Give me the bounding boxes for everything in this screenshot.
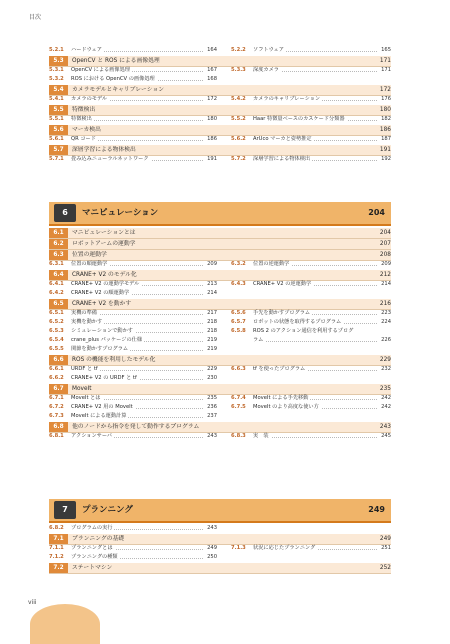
entry-title — [71, 336, 203, 345]
section-band — [68, 125, 391, 135]
section-page: 235 — [379, 386, 391, 392]
entry-number: 6.5.3 — [49, 328, 64, 334]
entry-title — [71, 318, 203, 327]
entry-title-text: カメラのモデル — [71, 96, 108, 102]
section-band — [68, 563, 391, 573]
entry-number: 5.3.3 — [231, 67, 246, 73]
entry-title — [71, 345, 203, 354]
entry-page: 167 — [207, 67, 217, 73]
entry-title — [253, 66, 377, 75]
toc-entry[interactable] — [231, 309, 391, 318]
entry-page: 186 — [207, 136, 217, 142]
entry-page: 242 — [381, 395, 391, 401]
section-title: MoveIt — [72, 386, 92, 392]
entry-page: 250 — [207, 554, 217, 560]
section-title: ステートマシン — [72, 565, 113, 571]
page-number: viii — [28, 599, 37, 606]
section-number: 7.2 — [49, 563, 68, 573]
section-band — [68, 250, 391, 260]
entry-number: 6.7.1 — [49, 395, 64, 401]
chapter-7-banner[interactable] — [49, 499, 391, 523]
toc-entry[interactable] — [231, 394, 391, 403]
entry-number: 5.5.1 — [49, 116, 64, 122]
section-page: 171 — [379, 58, 391, 64]
entry-page: 172 — [207, 96, 217, 102]
section-title: ROS の機能を利用したモデル化 — [72, 357, 156, 363]
entry-number: 6.6.1 — [49, 366, 64, 372]
entry-page: 192 — [381, 156, 391, 162]
entry-title — [71, 394, 203, 403]
chapter-7-icon: 7 — [54, 501, 76, 519]
entry-page: 249 — [207, 545, 217, 551]
entry-title — [71, 365, 203, 374]
entry-title — [71, 289, 203, 298]
section-heading[interactable] — [49, 228, 391, 239]
entry-title-text: 位置の順運動学 — [71, 261, 108, 267]
entry-page: 243 — [207, 433, 217, 439]
toc-entry[interactable] — [49, 345, 217, 354]
entry-page: 171 — [381, 67, 391, 73]
section-number: 6.6 — [49, 355, 68, 365]
entry-title-text: ソフトウェア — [253, 47, 284, 53]
section-page: 191 — [379, 147, 391, 153]
entry-number: 5.7.1 — [49, 156, 64, 162]
entry-number: 6.7.4 — [231, 395, 246, 401]
entry-page: 218 — [207, 328, 217, 334]
section-title: CRANE+ V2 のモデル化 — [72, 272, 137, 278]
section-page: 208 — [379, 252, 391, 258]
entry-number: 6.5.5 — [49, 346, 64, 352]
entry-page: 176 — [381, 96, 391, 102]
entry-title — [253, 365, 377, 374]
entry-title-text: 特徴検出 — [71, 116, 92, 122]
entry-title-text: ラム — [253, 337, 264, 343]
section-band — [68, 105, 391, 115]
toc-entry[interactable] — [231, 327, 391, 336]
entry-title-text: ROS 2 のアクション通信を利用するプログ — [253, 328, 354, 334]
toc-entry[interactable] — [231, 95, 391, 104]
section-title: マニピュレーションとは — [72, 230, 136, 236]
entry-number: 6.6.3 — [231, 366, 246, 372]
section-page: 186 — [379, 127, 391, 133]
entry-page: 218 — [207, 319, 217, 325]
toc-entry[interactable] — [49, 115, 217, 124]
entry-title-text: CRANE+ V2 の運動学モデル — [71, 281, 140, 287]
toc-entry[interactable] — [49, 289, 217, 298]
entry-number: 6.6.2 — [49, 375, 64, 381]
entry-title-text: crane_plus パッケージの仕様 — [71, 337, 143, 343]
entry-title-text: 深層学習による物体検出 — [253, 156, 311, 162]
entry-page: 223 — [381, 310, 391, 316]
toc-entry[interactable] — [49, 365, 217, 374]
entry-title — [253, 115, 377, 124]
section-title: 位置の運動学 — [72, 252, 107, 258]
section-number: 5.3 — [49, 56, 68, 66]
entry-title — [253, 155, 377, 164]
entry-page: 232 — [381, 366, 391, 372]
section-title: 深層学習による物体検出 — [72, 147, 136, 153]
entry-page: 243 — [207, 525, 217, 531]
entry-number: 6.3.2 — [231, 261, 246, 267]
section-page: 180 — [379, 107, 391, 113]
entry-title — [71, 46, 203, 55]
toc-entry[interactable] — [49, 374, 217, 383]
chapter-6-page: 204 — [368, 208, 385, 217]
toc-entry[interactable] — [49, 403, 217, 412]
entry-number: 6.4.3 — [231, 281, 246, 287]
entry-title-text: ハードウェア — [71, 47, 102, 53]
entry-title-text: アクションサーバ — [71, 433, 112, 439]
entry-title — [71, 432, 203, 441]
toc-entry[interactable] — [231, 46, 391, 55]
section-page: 252 — [379, 565, 391, 571]
entry-page: 229 — [207, 366, 217, 372]
section-page: 207 — [379, 241, 391, 247]
entry-number: 6.7.3 — [49, 413, 64, 419]
entry-title-text: OpenCV による画像処理 — [71, 67, 130, 73]
entry-title-text: 状況に応じたプランニング — [253, 545, 316, 551]
toc-entry[interactable] — [49, 553, 217, 562]
entry-title-text: 実機を動かす — [71, 319, 103, 325]
toc-entry[interactable] — [49, 432, 217, 441]
section-title: プランニングの基礎 — [72, 536, 125, 542]
entry-page: 226 — [381, 337, 391, 343]
entry-title-text: 畳み込みニューラルネットワーク — [71, 156, 149, 162]
toc-entry[interactable] — [49, 260, 217, 269]
entry-title-text: QR コード — [71, 136, 96, 142]
toc-entry[interactable] — [231, 403, 391, 412]
entry-title — [253, 260, 377, 269]
toc-entry[interactable] — [49, 544, 217, 553]
entry-title — [71, 309, 203, 318]
entry-title — [253, 432, 377, 441]
entry-page: 191 — [207, 156, 217, 162]
entry-page: 237 — [207, 413, 217, 419]
toc-entry[interactable] — [231, 318, 391, 327]
section-number: 6.7 — [49, 384, 68, 394]
section-title: マーカ検出 — [72, 127, 101, 133]
toc-entry[interactable] — [231, 336, 391, 345]
entry-page: 245 — [381, 433, 391, 439]
entry-title — [71, 280, 203, 289]
chapter-6-banner[interactable] — [49, 202, 391, 226]
toc-entry[interactable] — [231, 155, 391, 164]
entry-number: 6.8.3 — [231, 433, 246, 439]
entry-title — [71, 327, 203, 336]
entry-title — [71, 135, 203, 144]
entry-title-text: MoveIt とは — [71, 395, 101, 401]
entry-page: 219 — [207, 346, 217, 352]
section-page: 243 — [379, 424, 391, 430]
toc-entry[interactable] — [231, 66, 391, 75]
toc-entry[interactable] — [231, 432, 391, 441]
entry-page: 180 — [207, 116, 217, 122]
entry-title-text: 実機の準備 — [71, 310, 97, 316]
entry-number: 6.7.5 — [231, 404, 246, 410]
entry-title — [253, 280, 377, 289]
header-label: 目次 — [29, 14, 42, 21]
entry-title — [253, 309, 377, 318]
entry-title-text: CRANE+ V2 用の MoveIt — [71, 404, 133, 410]
entry-title-text: プランニングの種類 — [71, 554, 118, 560]
entry-page: 242 — [381, 404, 391, 410]
entry-title-text: CRANE+ V2 の URDF と tf — [71, 375, 137, 381]
entry-number: 5.3.2 — [49, 76, 64, 82]
entry-number: 6.3.1 — [49, 261, 64, 267]
page-corner-tab — [30, 604, 100, 644]
entry-title-text: CRANE+ V2 の逆運動学 — [253, 281, 312, 287]
entry-number: 6.8.2 — [49, 525, 64, 531]
entry-title — [71, 544, 203, 553]
entry-title — [253, 95, 377, 104]
entry-title — [71, 374, 203, 383]
entry-title — [71, 155, 203, 164]
entry-number: 5.4.2 — [231, 96, 246, 102]
entry-number: 5.2.1 — [49, 47, 64, 53]
entry-title-text: Haar 特徴量ベースのカスケード分類器 — [253, 116, 345, 122]
entry-title — [71, 403, 203, 412]
entry-title-text: ROS における OpenCV の画像処理 — [71, 76, 155, 82]
entry-title — [71, 75, 203, 84]
entry-page: 164 — [207, 47, 217, 53]
section-page: 229 — [379, 357, 391, 363]
chapter-7-page: 249 — [368, 505, 385, 514]
entry-number: 6.7.2 — [49, 404, 64, 410]
toc-entry[interactable] — [49, 75, 217, 84]
section-number: 5.5 — [49, 105, 68, 115]
entry-page: 217 — [207, 310, 217, 316]
section-number: 7.1 — [49, 534, 68, 544]
entry-title — [253, 544, 377, 553]
section-title: カメラモデルとキャリブレーション — [72, 87, 164, 93]
entry-page: 230 — [207, 375, 217, 381]
entry-number: 6.5.4 — [49, 337, 64, 343]
section-page: 212 — [379, 272, 391, 278]
entry-page: 236 — [207, 404, 217, 410]
entry-number: 6.8.1 — [49, 433, 64, 439]
section-number: 6.5 — [49, 299, 68, 309]
entry-title — [253, 327, 377, 336]
toc-entry[interactable] — [231, 115, 391, 124]
entry-title-text: プランニングとは — [71, 545, 113, 551]
entry-number: 5.3.1 — [49, 67, 64, 73]
toc-entry[interactable] — [231, 365, 391, 374]
section-number: 6.2 — [49, 239, 68, 249]
entry-title-text: tf を使ったプログラム — [253, 366, 306, 372]
entry-page: 235 — [207, 395, 217, 401]
entry-page: 187 — [381, 136, 391, 142]
entry-title — [253, 135, 377, 144]
section-number: 6.4 — [49, 270, 68, 280]
section-number: 5.4 — [49, 85, 68, 95]
entry-number: 5.7.2 — [231, 156, 246, 162]
entry-page: 209 — [207, 261, 217, 267]
entry-number: 6.4.2 — [49, 290, 64, 296]
entry-title-text: シミュレーションで動かす — [71, 328, 133, 334]
section-band — [68, 384, 391, 394]
toc-entry[interactable] — [49, 135, 217, 144]
entry-title-text: ArUco マーカと姿勢推定 — [253, 136, 312, 142]
entry-title — [253, 336, 377, 345]
entry-title-text: MoveIt による運動計算 — [71, 413, 127, 419]
entry-number: 6.5.2 — [49, 319, 64, 325]
section-page: 249 — [379, 536, 391, 542]
entry-page: 168 — [207, 76, 217, 82]
entry-title-text: CRANE+ V2 の順運動学 — [71, 290, 130, 296]
section-title: 特徴検出 — [72, 107, 96, 113]
toc-entry[interactable] — [49, 95, 217, 104]
toc-entry[interactable] — [49, 309, 217, 318]
entry-title — [71, 412, 203, 421]
entry-page: 224 — [381, 319, 391, 325]
toc-entry[interactable] — [49, 66, 217, 75]
entry-number: 7.1.2 — [49, 554, 64, 560]
entry-title-text: カメラのキャリブレーション — [253, 96, 321, 102]
entry-title — [71, 524, 203, 533]
section-number: 6.3 — [49, 250, 68, 260]
entry-title-text: MoveIt のより高度な使い方 — [253, 404, 319, 410]
entry-title — [71, 553, 203, 562]
section-page: 216 — [379, 301, 391, 307]
toc-entry[interactable] — [49, 318, 217, 327]
toc-entry[interactable] — [49, 327, 217, 336]
section-number: 5.7 — [49, 145, 68, 155]
section-title: 他のノードから指令を発して動作するプログラム — [72, 424, 200, 430]
entry-number: 5.2.2 — [231, 47, 246, 53]
entry-number: 5.6.2 — [231, 136, 246, 142]
entry-title-text: 実 装 — [253, 433, 269, 439]
entry-title — [253, 394, 377, 403]
entry-page: 251 — [381, 545, 391, 551]
section-number: 6.1 — [49, 228, 68, 238]
entry-title-text: 深度カメラ — [253, 67, 279, 73]
entry-page: 219 — [207, 337, 217, 343]
entry-number: 5.5.2 — [231, 116, 246, 122]
entry-page: 209 — [381, 261, 391, 267]
toc-entry[interactable] — [49, 336, 217, 345]
entry-title-text: 手先を動かすプログラム — [253, 310, 311, 316]
toc-entry[interactable] — [49, 394, 217, 403]
entry-number: 5.6.1 — [49, 136, 64, 142]
toc-entry[interactable] — [231, 135, 391, 144]
entry-title — [253, 318, 377, 327]
entry-title-text: プログラムの実行 — [71, 525, 113, 531]
entry-title — [253, 403, 377, 412]
entry-number: 6.5.7 — [231, 319, 246, 325]
section-title: CRANE+ V2 を動かす — [72, 301, 132, 307]
entry-page: 182 — [381, 116, 391, 122]
chapter-7-title: プランニング — [82, 505, 133, 515]
entry-title-text: MoveIt による手先移動 — [253, 395, 309, 401]
entry-title — [71, 115, 203, 124]
entry-number: 7.1.3 — [231, 545, 246, 551]
entry-number: 6.4.1 — [49, 281, 64, 287]
entry-number: 6.5.1 — [49, 310, 64, 316]
entry-title — [253, 46, 377, 55]
entry-number: 6.5.6 — [231, 310, 246, 316]
toc-entry[interactable] — [49, 524, 217, 533]
chapter-6-icon: 6 — [54, 204, 76, 222]
entry-title-text: 関節を動かすプログラム — [71, 346, 129, 352]
toc-entry[interactable] — [49, 412, 217, 421]
toc-entry[interactable] — [49, 280, 217, 289]
toc-entry[interactable] — [231, 544, 391, 553]
toc-entry[interactable] — [231, 260, 391, 269]
section-heading[interactable] — [49, 563, 391, 574]
section-number: 6.8 — [49, 422, 68, 432]
entry-title — [71, 95, 203, 104]
entry-title-text: 位置の逆運動学 — [253, 261, 290, 267]
entry-title — [71, 260, 203, 269]
entry-number: 6.5.8 — [231, 328, 246, 334]
section-number: 5.6 — [49, 125, 68, 135]
toc-entry[interactable] — [49, 46, 217, 55]
section-title: ロボットアームの運動学 — [72, 241, 136, 247]
entry-title-text: URDF と tf — [71, 366, 98, 372]
section-title: OpenCV と ROS による画像処理 — [72, 58, 160, 64]
entry-page: 165 — [381, 47, 391, 53]
toc-entry[interactable] — [49, 155, 217, 164]
entry-number: 5.4.1 — [49, 96, 64, 102]
entry-title-text: ロボットの状態を取得するプログラム — [253, 319, 342, 325]
section-heading[interactable] — [49, 239, 391, 250]
entry-page: 213 — [207, 281, 217, 287]
entry-number: 7.1.1 — [49, 545, 64, 551]
chapter-6-title: マニピュレーション — [82, 208, 159, 218]
entry-title — [71, 66, 203, 75]
section-page: 172 — [379, 87, 391, 93]
entry-page: 214 — [207, 290, 217, 296]
toc-entry[interactable] — [231, 280, 391, 289]
section-page: 204 — [379, 230, 391, 236]
entry-page: 214 — [381, 281, 391, 287]
